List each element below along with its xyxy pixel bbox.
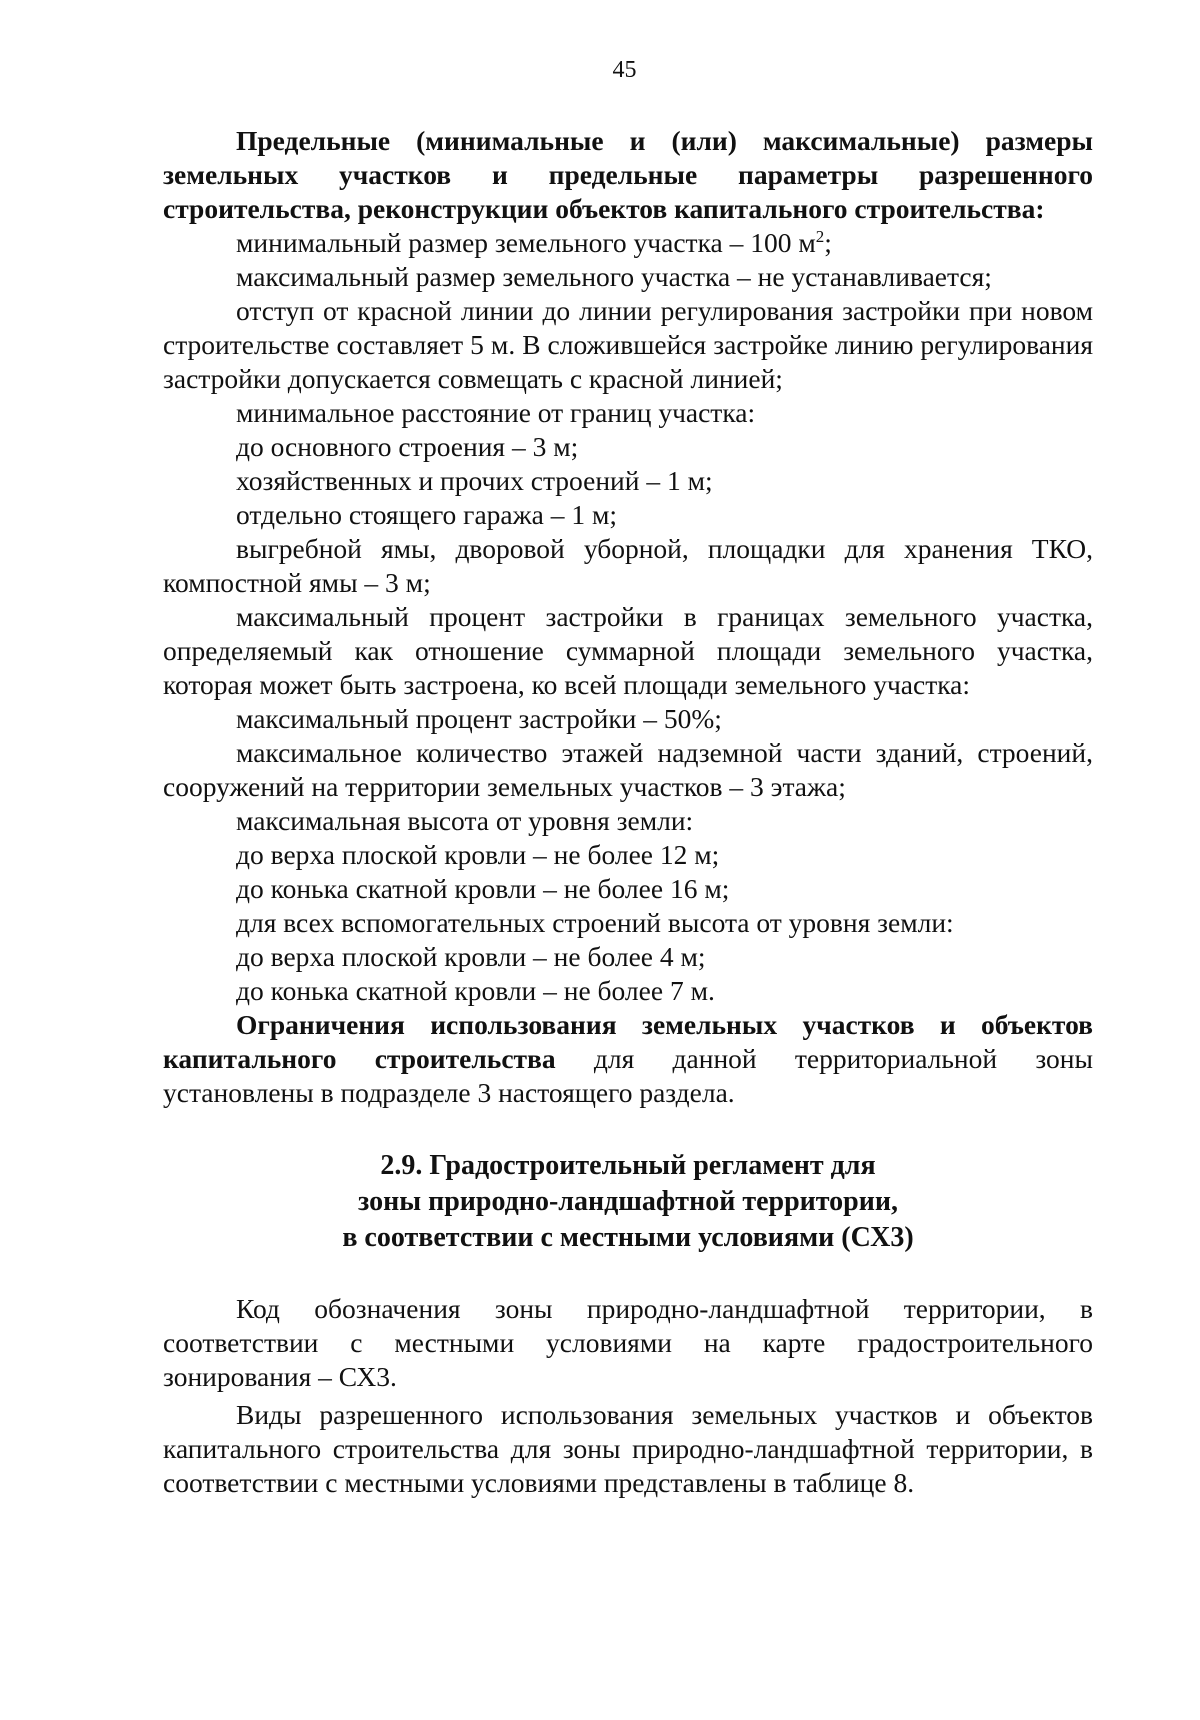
aux-height-pitched-roof: до конька скатной кровли – не более 7 м. [236, 975, 715, 1006]
section-heading-line-1: 2.9. Градостроительный регламент для [380, 1150, 876, 1181]
restrictions-bold-text: Ограничения использования земельных участков и объектов капитального строительства [163, 1009, 1093, 1074]
distance-cesspit: выгребной ямы, дворовой уборной, площадки для хранения ТКО, компостной ямы – 3 м; [163, 533, 1093, 598]
limits-heading-paragraph: Предельные (минимальные и (или) максимальные) размеры земельных участков и предельные параметры разрешенного строительства, реконструкции объектов капитального строительства: [163, 125, 1093, 224]
zone-code-paragraph: Код обозначения зоны природно-ландшафтной территории, в соответствии с местными условиями на карте градостроительного зонирования – СХ3. [163, 1293, 1093, 1392]
distance-garage: отдельно стоящего гаража – 1 м; [236, 499, 617, 530]
setback-paragraph: отступ от красной линии до линии регулирования застройки при новом строительстве составляет 5 м. В сложившейся застройке линию регулирования застройки допускается совмещать с красной линией; [163, 295, 1093, 394]
distance-household-buildings: хозяйственных и прочих строений – 1 м; [236, 465, 713, 496]
height-pitched-roof: до конька скатной кровли – не более 16 м; [236, 873, 730, 904]
distance-main-building: до основного строения – 3 м; [236, 431, 579, 462]
document-body [163, 124, 1093, 1500]
min-plot-size [163, 226, 1093, 260]
min-plot-size-text: минимальный размер земельного участка – 100 м [236, 227, 816, 258]
min-plot-size-suffix: ; [824, 227, 832, 258]
height-header: максимальная высота от уровня земли: [236, 805, 694, 836]
restrictions-rest-text: для данной территориальной зоны установлены в подразделе 3 настоящего раздела. [163, 1043, 1093, 1108]
restrictions-paragraph [163, 1008, 1093, 1110]
section-heading [163, 1148, 1093, 1256]
max-floors: максимальное количество этажей надземной части зданий, строений, сооружений на территории земельных участков – 3 этажа; [163, 737, 1093, 802]
permitted-uses-paragraph: Виды разрешенного использования земельных участков и объектов капитального строительства для зоны природно-ландшафтной территории, в соответствии с местными условиями представлены в таблице 8. [163, 1399, 1093, 1498]
max-plot-size: максимальный размер земельного участка – не устанавливается; [236, 261, 992, 292]
square-superscript: 2 [815, 226, 825, 246]
aux-height-header: для всех вспомогательных строений высота от уровня земли: [236, 907, 954, 938]
section-heading-line-3: в соответствии с местными условиями (СХ3) [342, 1222, 914, 1253]
page-number: 45 [612, 57, 637, 83]
aux-height-flat-roof: до верха плоской кровли – не более 4 м; [236, 941, 706, 972]
height-flat-roof: до верха плоской кровли – не более 12 м; [236, 839, 720, 870]
min-distance-header: минимальное расстояние от границ участка: [236, 397, 756, 428]
section-heading-line-2: зоны природно-ландшафтной территории, [357, 1186, 899, 1217]
coverage-value: максимальный процент застройки – 50%; [236, 703, 722, 734]
coverage-definition: максимальный процент застройки в границах земельного участка, определяемый как отношение суммарной площади земельного участка, которая может быть застроена, ко всей площади земельного участка: [163, 601, 1093, 700]
